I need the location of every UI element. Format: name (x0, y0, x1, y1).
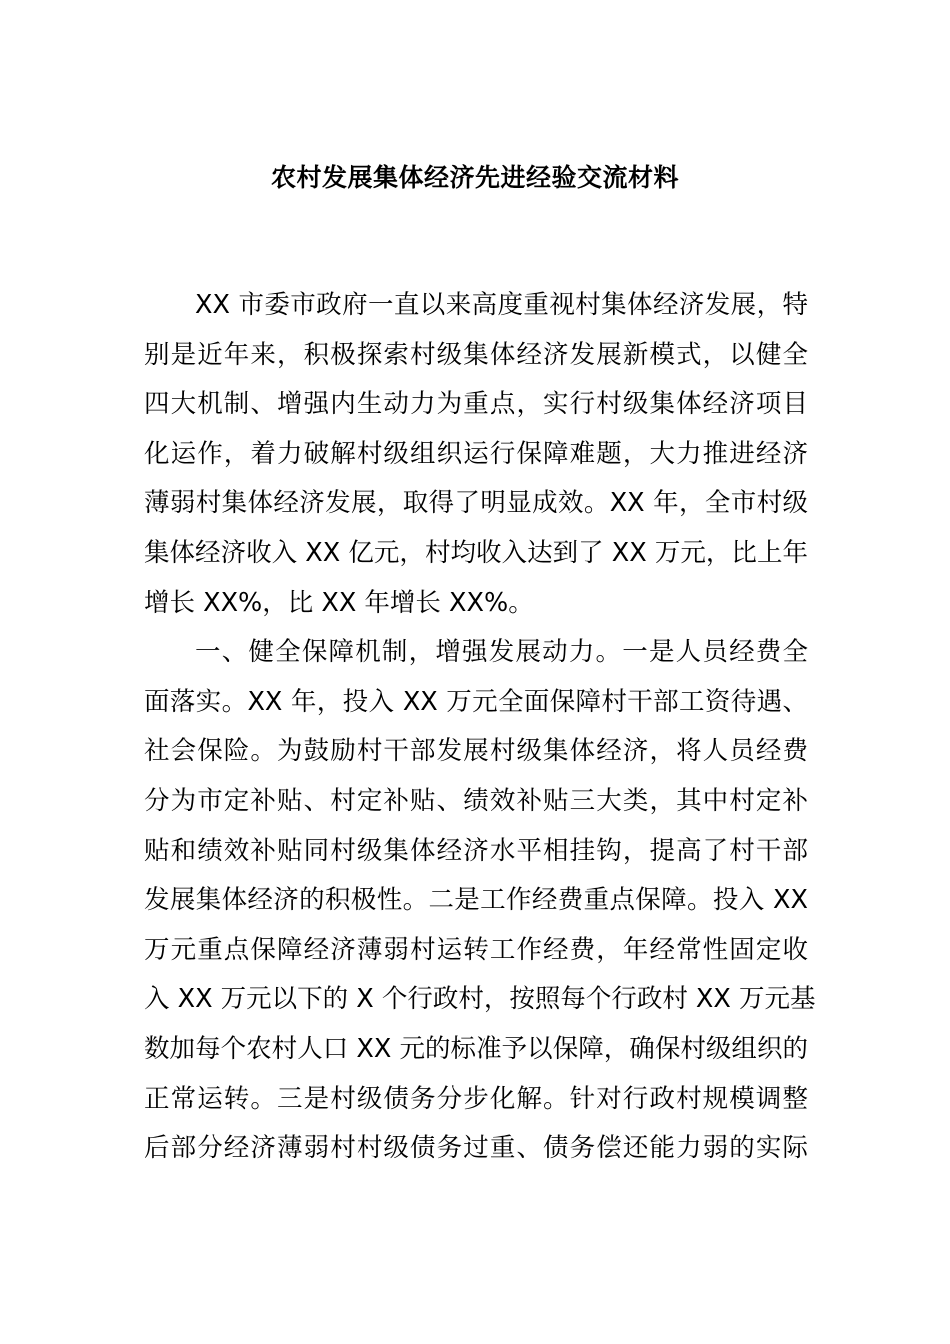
paragraph-1-line-2: 别是近年来，积极探索村级集体经济发展新模式，以健全 (144, 339, 808, 370)
paragraph-2-line-1: 一、健全保障机制，增强发展动力。一是人员经费全 (195, 637, 808, 668)
paragraph-1-line-7: 增长 XX%，比 XX 年增长 XX%。 (144, 587, 534, 618)
document-title: 农村发展集体经济先进经验交流材料 (270, 163, 679, 192)
paragraph-1-line-5: 薄弱村集体经济发展，取得了明显成效。XX 年，全市村级 (144, 488, 808, 519)
paragraph-1-line-4: 化运作，着力破解村级组织运行保障难题，大力推进经济 (144, 438, 808, 469)
document-body (144, 281, 816, 1174)
paragraph-1-line-3: 四大机制、增强内生动力为重点，实行村级集体经济项目 (144, 389, 808, 420)
paragraph-2-line-4: 分为市定补贴、村定补贴、绩效补贴三大类，其中村定补 (144, 785, 808, 816)
paragraph-2-line-7: 万元重点保障经济薄弱村运转工作经费，年经常性固定收 (144, 934, 808, 965)
paragraph-2-line-2: 面落实。XX 年，投入 XX 万元全面保障村干部工资待遇、 (144, 686, 808, 717)
paragraph-2-line-11: 后部分经济薄弱村村级债务过重、债务偿还能力弱的实际 (144, 1133, 808, 1164)
paragraph-2-line-5: 贴和绩效补贴同村级集体经济水平相挂钩，提高了村干部 (144, 835, 808, 866)
paragraph-2-line-9: 数加每个农村人口 XX 元的标准予以保障，确保村级组织的 (144, 1033, 808, 1064)
paragraph-2-line-10: 正常运转。三是村级债务分步化解。针对行政村规模调整 (144, 1083, 808, 1114)
paragraph-2-line-6: 发展集体经济的积极性。二是工作经费重点保障。投入 XX (144, 885, 808, 916)
paragraph-1-line-6: 集体经济收入 XX 亿元，村均收入达到了 XX 万元，比上年 (144, 537, 808, 568)
paragraph-2-line-8: 入 XX 万元以下的 X 个行政村，按照每个行政村 XX 万元基 (144, 984, 816, 1015)
paragraph-2-line-3: 社会保险。为鼓励村干部发展村级集体经济，将人员经费 (144, 736, 808, 767)
paragraph-1-line-1: XX 市委市政府一直以来高度重视村集体经济发展，特 (195, 290, 808, 320)
